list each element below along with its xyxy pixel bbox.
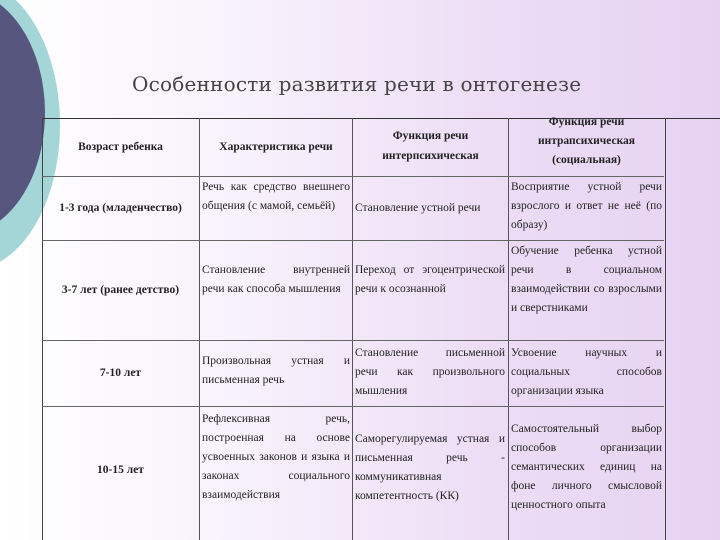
row-3-interpsychic: Становление письменной речи как произвольного мышления xyxy=(355,347,505,397)
slide-title: Особенности развития речи в онтогенезе xyxy=(132,72,582,96)
header-speech-characteristic: Характеристика речи xyxy=(219,141,333,153)
row-1-intrapsychic: Восприятие устной речи взрослого и ответ не неё (по образу) xyxy=(511,181,662,231)
column-divider xyxy=(352,118,353,540)
column-divider xyxy=(508,118,509,540)
row-1-characteristic: Речь как средство внешнего общения (с мамой, семьёй) xyxy=(202,181,350,212)
row-2-characteristic: Становление внутренней речи как способа мышления xyxy=(202,264,350,295)
row-4-age: 10-15 лет xyxy=(97,463,144,476)
row-3-intrapsychic: Усвоение научных и социальных способов организации языка xyxy=(511,347,662,397)
header-age: Возраст ребенка xyxy=(78,141,163,153)
header-intrapsychic-function: Функция речи интрапсихическая (социальная) xyxy=(537,116,636,166)
header-interpsychic-function: Функция речи интерпсихическая xyxy=(382,130,479,162)
row-1-age: 1-3 года (младенчество) xyxy=(59,202,182,214)
row-3-age: 7-10 лет xyxy=(99,367,142,379)
row-1-interpsychic: Становление устной речи xyxy=(355,202,481,214)
row-4-intrapsychic: Самостоятельный выбор способов организации семантических единиц на фоне личного смысловой ценностного опыта xyxy=(511,423,662,511)
row-2-age: 3-7 лет (ранее детство) xyxy=(61,284,180,296)
row-3-characteristic: Произвольная устная и письменная речь xyxy=(202,355,350,386)
row-4-characteristic: Рефлексивная речь, построенная на основе усвоенных законов и языка и законах социального взаимодействия xyxy=(202,413,350,501)
row-2-intrapsychic: Обучение ребенка устной речи в социальном взаимодействии со взрослыми и сверстниками xyxy=(511,245,662,314)
row-4-interpsychic: Саморегулируемая устная и письменная речь - коммуникативная компетентность (КК) xyxy=(355,433,505,502)
row-2-interpsychic: Переход от эгоцентрической речи к осознанной xyxy=(355,264,505,295)
column-divider xyxy=(199,118,200,540)
